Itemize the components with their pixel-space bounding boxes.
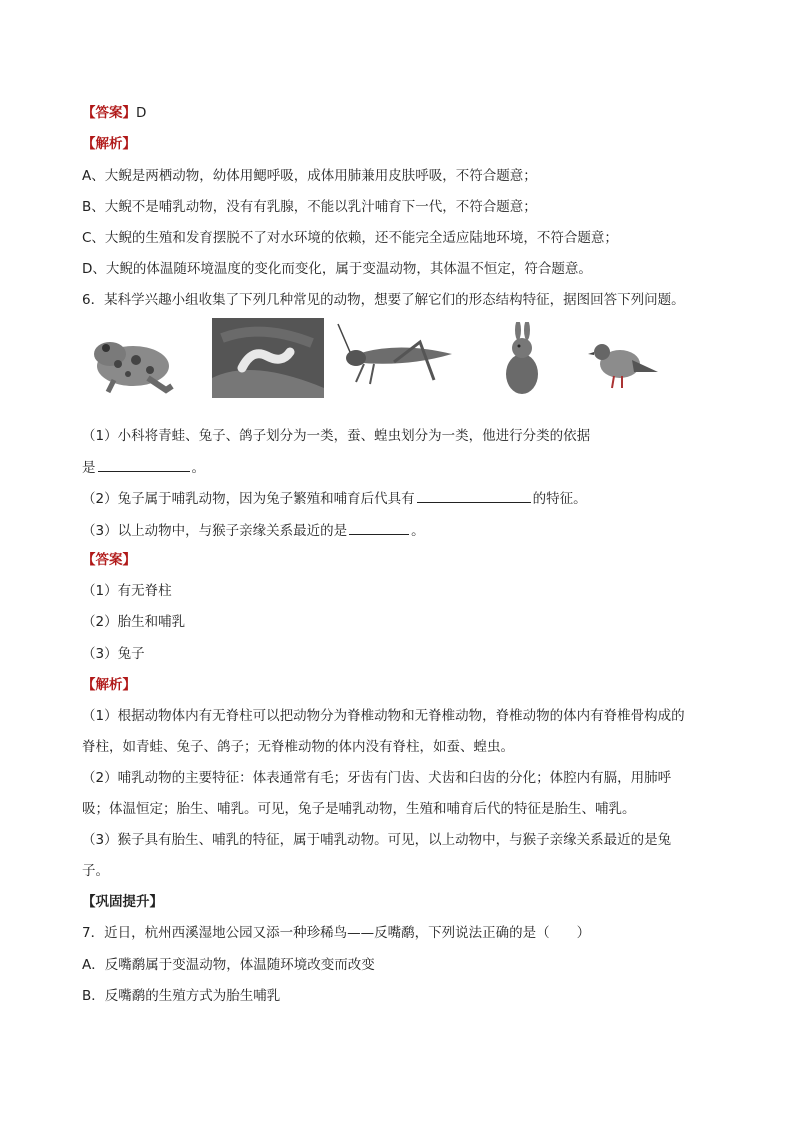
q5-analysis-line-d: D、大鲵的体温随环境温度的变化而变化，属于变温动物，其体温不恒定，符合题意。	[82, 261, 592, 277]
q5-analysis-line-a: A、大鲵是两栖动物，幼体用鳃呼吸，成体用肺兼用皮肤呼吸，不符合题意；	[82, 168, 537, 184]
q6-analysis-line-6: 子。	[82, 863, 109, 879]
q6-answer-1: （1）有无脊柱	[82, 583, 172, 599]
answer-tag: 【答案】	[82, 105, 136, 121]
q6-sub2	[82, 488, 587, 509]
silkworm-image	[212, 318, 324, 398]
sub2-suffix: 的特征。	[532, 491, 587, 507]
q6-sub3	[82, 520, 425, 541]
analysis-tag: 【解析】	[82, 677, 136, 693]
sub2-prefix: （2）兔子属于哺乳动物，因为兔子繁殖和哺育后代具有	[82, 491, 415, 507]
q5-analysis-tag	[82, 134, 136, 154]
q6-answer-2: （2）胎生和哺乳	[82, 614, 186, 630]
q6-analysis-line-5: （3）猴子具有胎生、哺乳的特征，属于哺乳动物。可见，以上动物中，与猴子亲缘关系最近的是兔	[82, 832, 672, 848]
sub3-suffix: 。	[411, 523, 425, 539]
q6-answer-tag	[82, 550, 136, 570]
frog-image	[88, 326, 178, 396]
q6-analysis-line-3: （2）哺乳动物的主要特征：体表通常有毛；牙齿有门齿、犬齿和臼齿的分化；体腔内有膈，用肺呼	[82, 770, 672, 786]
q5-answer	[82, 103, 146, 123]
locust-image	[334, 322, 460, 398]
q7-option-b[interactable]: B．反嘴鹬的生殖方式为胎生哺乳	[82, 988, 281, 1004]
analysis-tag: 【解析】	[82, 136, 136, 152]
blank-2[interactable]	[417, 488, 531, 503]
q5-analysis-line-c: C、大鲵的生殖和发育摆脱不了对水环境的依赖，还不能完全适应陆地环境，不符合题意；	[82, 230, 618, 246]
section-title-text: 【巩固提升】	[82, 894, 163, 910]
sub1-prefix: 是	[82, 460, 96, 476]
pigeon-image	[588, 334, 660, 394]
q6-answer-3: （3）兔子	[82, 646, 145, 662]
sub1-suffix: 。	[191, 460, 205, 476]
q6-analysis-line-2: 脊柱，如青蛙、兔子、鸽子；无脊椎动物的体内没有脊柱，如蚕、蝗虫。	[82, 739, 514, 755]
animal-images	[88, 318, 668, 400]
answer-value: D	[136, 105, 147, 121]
blank-1[interactable]	[98, 457, 190, 472]
answer-tag: 【答案】	[82, 552, 136, 568]
q6-analysis-line-4: 吸；体温恒定；胎生、哺乳。可见，兔子是哺乳动物，生殖和哺育后代的特征是胎生、哺乳。	[82, 801, 636, 817]
q6-analysis-tag	[82, 675, 136, 695]
q6-sub1-b	[82, 457, 205, 478]
q7-stem: 7．近日，杭州西溪湿地公园又添一种珍稀鸟——反嘴鹬，下列说法正确的是（ ）	[82, 925, 591, 941]
section-title	[82, 892, 163, 912]
q7-option-a[interactable]: A．反嘴鹬属于变温动物，体温随环境改变而改变	[82, 957, 375, 973]
sub3-prefix: （3）以上动物中，与猴子亲缘关系最近的是	[82, 523, 348, 539]
q6-stem: 6．某科学兴趣小组收集了下列几种常见的动物，想要了解它们的形态结构特征，据图回答下列问题。	[82, 292, 685, 308]
blank-3[interactable]	[349, 520, 409, 535]
q6-sub1-a: （1）小科将青蛙、兔子、鸽子划分为一类，蚕、蝗虫划分为一类，他进行分类的依据	[82, 428, 591, 444]
q6-analysis-line-1: （1）根据动物体内有无脊柱可以把动物分为脊椎动物和无脊椎动物，脊椎动物的体内有脊椎骨构成的	[82, 708, 685, 724]
rabbit-image	[496, 322, 546, 398]
q5-analysis-line-b: B、大鲵不是哺乳动物，没有有乳腺，不能以乳汁哺育下一代，不符合题意；	[82, 199, 537, 215]
